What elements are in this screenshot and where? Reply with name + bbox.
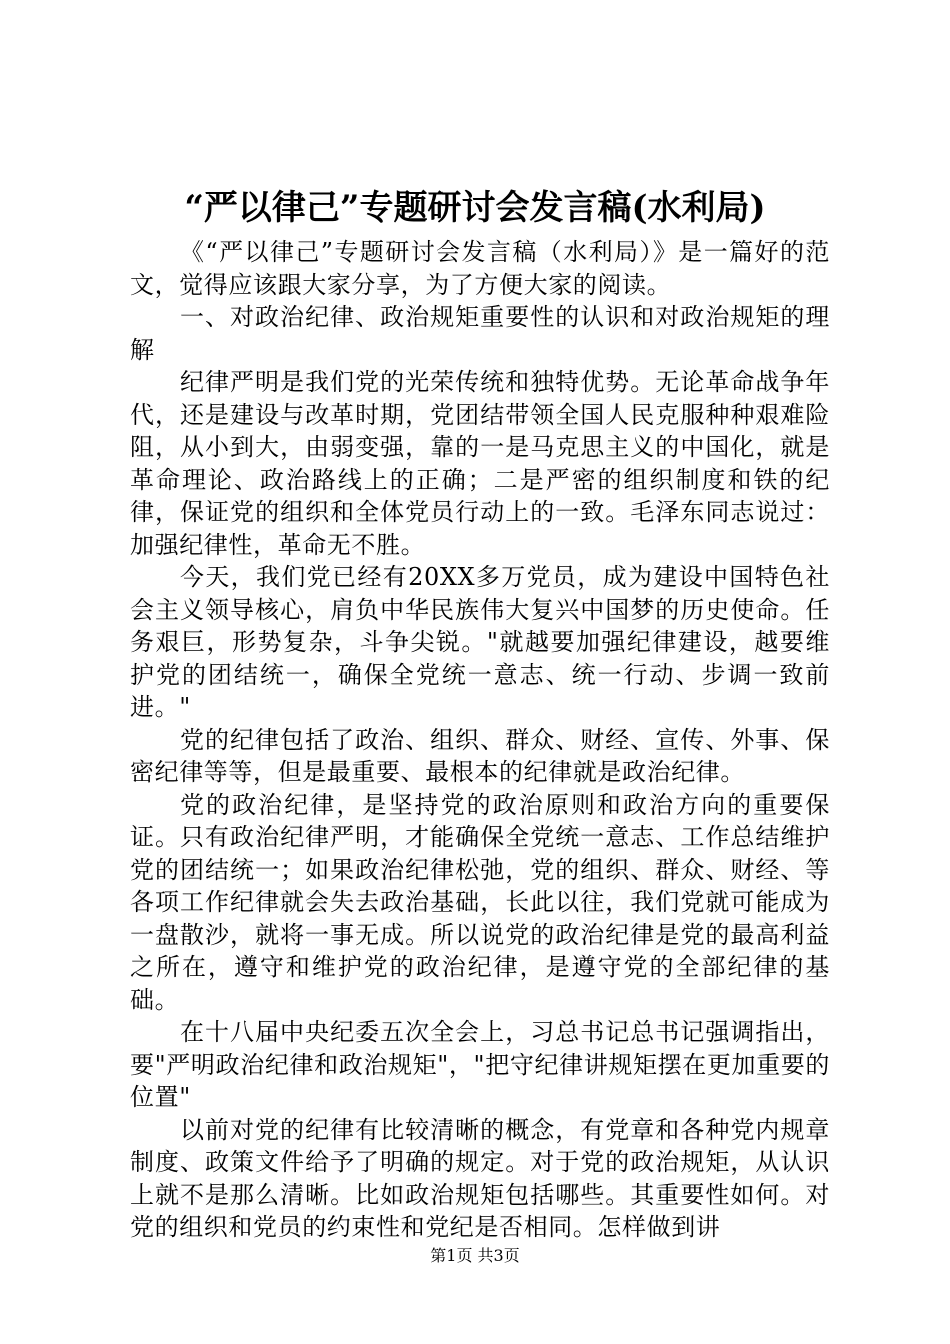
paragraph: 在十八届中央纪委五次全会上，习总书记总书记强调指出，要"严明政治纪律和政治规矩"，"把守纪律讲规矩摆在更加重要的位置" <box>130 1018 830 1111</box>
document-body <box>130 236 830 1244</box>
paragraph: 今天，我们党已经有20XX多万党员，成为建设中国特色社会主义领导核心，肩负中华民族伟大复兴中国梦的历史使命。任务艰巨，形势复杂，斗争尖锐。"就越要加强纪律建设，越要维护党的团结统一，确保全党统一意志、统一行动、步调一致前进。" <box>130 563 830 721</box>
paragraph: 一、对政治纪律、政治规矩重要性的认识和对政治规矩的理解 <box>130 303 830 364</box>
document-title: “严以律己”专题研讨会发言稿(水利局) <box>184 188 766 228</box>
page-footer: 第1页 共3页 <box>430 1246 520 1265</box>
paragraph: 党的纪律包括了政治、组织、群众、财经、宣传、外事、保密纪律等等，但是最重要、最根本的纪律就是政治纪律。 <box>130 725 830 786</box>
paragraph: 《“严以律己”专题研讨会发言稿（水利局）》是一篇好的范文，觉得应该跟大家分享，为了方便大家的阅读。 <box>130 238 830 299</box>
paragraph: 纪律严明是我们党的光荣传统和独特优势。无论革命战争年代，还是建设与改革时期，党团结带领全国人民克服种种艰难险阻，从小到大，由弱变强，靠的一是马克思主义的中国化，就是革命理论、政治路线上的正确；二是严密的组织制度和铁的纪律，保证党的组织和全体党员行动上的一致。毛泽东同志说过：加强纪律性，革命无不胜。 <box>130 368 830 559</box>
paragraph: 以前对党的纪律有比较清晰的概念，有党章和各种党内规章制度、政策文件给予了明确的规定。对于党的政治规矩，从认识上就不是那么清晰。比如政治规矩包括哪些。其重要性如何。对党的组织和党员的约束性和党纪是否相同。怎样做到讲 <box>130 1115 830 1241</box>
paragraph: 党的政治纪律，是坚持党的政治原则和政治方向的重要保证。只有政治纪律严明，才能确保全党统一意志、工作总结维护党的团结统一；如果政治纪律松弛，党的组织、群众、财经、等各项工作纪律就会失去政治基础，长此以往，我们党就可能成为一盘散沙，就将一事无成。所以说党的政治纪律是党的最高利益之所在，遵守和维护党的政治纪律，是遵守党的全部纪律的基础。 <box>130 790 830 1014</box>
